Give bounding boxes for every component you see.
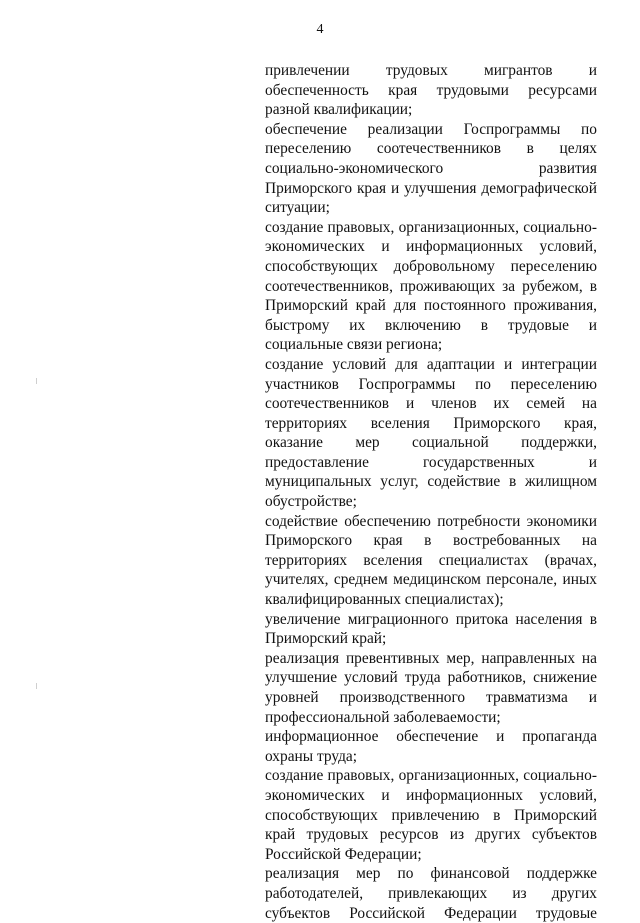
- text-line: способствующих привлечению в Приморский: [265, 806, 597, 824]
- text-line: переселению соотечественников в целях: [265, 140, 597, 158]
- paragraph: [265, 61, 597, 120]
- text-line: способствующих добровольному переселению: [265, 257, 597, 275]
- paragraph: [265, 727, 597, 766]
- text-line: реализация превентивных мер, направленных на: [265, 649, 597, 667]
- text-line: учителях, среднем медицинском персонале, иных: [265, 571, 597, 589]
- text-line: соотечественников, проживающих за рубежом, в: [265, 277, 597, 295]
- text-line: содействие обеспечению потребности экономики: [265, 512, 597, 530]
- paragraph: [265, 610, 597, 649]
- text-line: уровней производственного травматизма и: [265, 689, 597, 706]
- text-line: муниципальных услуг, содействие в жилищном: [265, 473, 597, 491]
- text-line: квалифицированных специалистах);: [265, 591, 504, 609]
- text-line: территориях вселения специалистах (врачах,: [265, 551, 597, 569]
- document-body: [265, 61, 597, 923]
- text-line: охраны труда;: [265, 747, 358, 765]
- margin-mark: [36, 378, 37, 384]
- text-line: соотечественников и членов их семей на: [265, 395, 597, 413]
- page-number: 4: [316, 22, 324, 37]
- text-line: информационное обеспечение и пропаганда: [265, 728, 597, 746]
- text-line: ситуации;: [265, 199, 330, 217]
- text-line: быстрому их включению в трудовые и: [265, 316, 597, 334]
- text-line: социальные связи региона;: [265, 336, 443, 354]
- text-line: профессиональной заболеваемости;: [265, 708, 501, 726]
- text-line: территориях вселения Приморского края,: [265, 414, 597, 432]
- text-line: привлечении трудовых мигрантов и: [265, 62, 597, 79]
- paragraph: [265, 766, 597, 864]
- text-line: создание правовых, организационных, социально-: [265, 218, 597, 236]
- text-line: предоставление государственных и: [265, 453, 597, 471]
- text-line: создание условий для адаптации и интеграции: [265, 355, 597, 373]
- paragraph: [265, 649, 597, 727]
- text-line: обеспеченность края трудовыми ресурсами: [265, 81, 597, 99]
- text-line: субъектов Российской Федерации трудовые: [265, 904, 597, 922]
- text-line: создание правовых, организационных, социально-: [265, 767, 597, 785]
- paragraph: [265, 512, 597, 610]
- text-line: обустройстве;: [265, 493, 357, 511]
- text-line: Российской Федерации;: [265, 845, 422, 863]
- text-line: увеличение миграционного притока населения в: [265, 610, 597, 628]
- text-line: улучшение условий труда работников, снижение: [265, 669, 597, 687]
- text-line: Приморский край для постоянного проживания,: [265, 297, 597, 315]
- text-line: экономических и информационных условий,: [265, 786, 597, 804]
- text-line: разной квалификации;: [265, 101, 413, 119]
- paragraph: [265, 355, 597, 512]
- text-line: Приморского края и улучшения демографической: [265, 179, 597, 197]
- text-line: Приморского края в востребованных на: [265, 532, 597, 550]
- margin-mark: [36, 683, 37, 689]
- text-line: обеспечение реализации Госпрограммы по: [265, 120, 597, 138]
- text-line: социально-экономического развития: [265, 159, 597, 177]
- paragraph: [265, 218, 597, 355]
- text-line: участников Госпрограммы по переселению: [265, 375, 597, 393]
- paragraph: [265, 864, 597, 923]
- text-line: реализация мер по финансовой поддержке: [265, 865, 597, 883]
- text-line: край трудовых ресурсов из других субъектов: [265, 826, 597, 844]
- paragraph: [265, 120, 597, 218]
- text-line: работодателей, привлекающих из других: [265, 884, 597, 902]
- text-line: экономических и информационных условий,: [265, 238, 597, 256]
- text-line: оказание мер социальной поддержки,: [265, 434, 597, 452]
- text-line: Приморский край;: [265, 630, 387, 648]
